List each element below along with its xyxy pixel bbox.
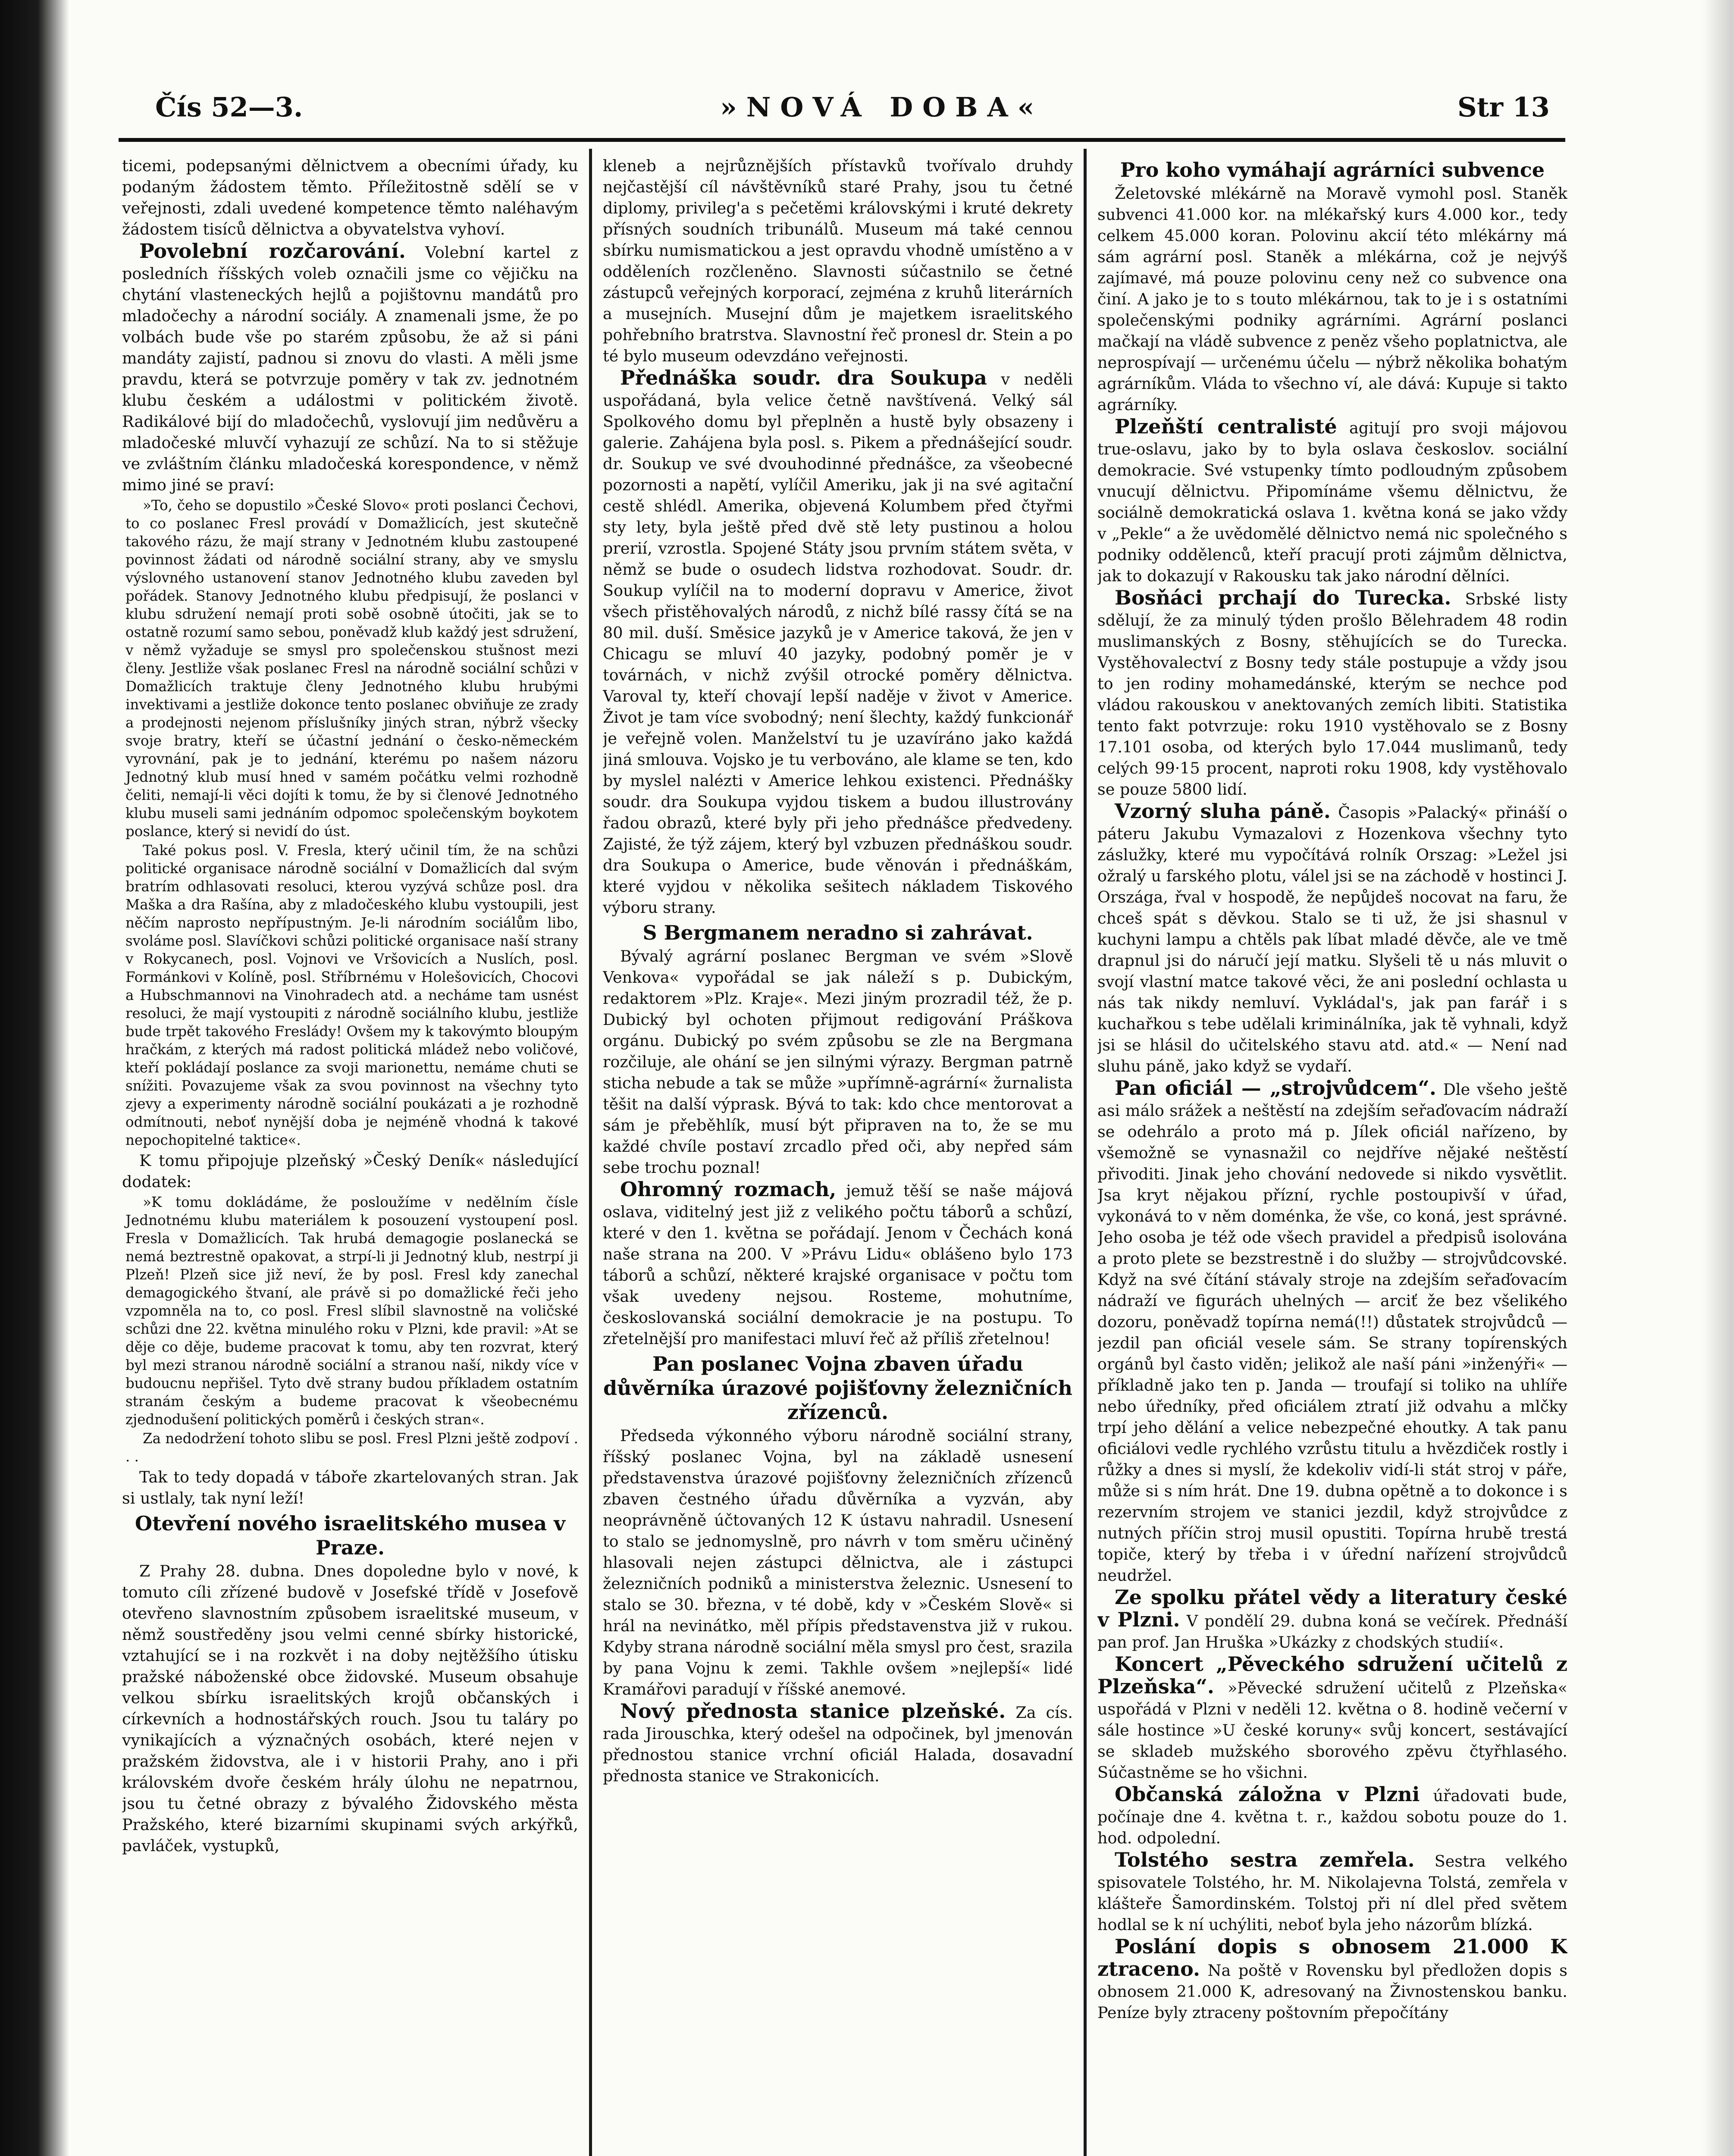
article-body: Sestra velkého spisovatele Tolstého, hr. M. Nikolajevna Tolstá, zemřela v klášteře Šamordinském. Tolstoj při ní dlel před světem hodlal se k ní uchýliti, neboť byla jeho názorům blízká. — [1097, 1852, 1567, 1934]
page-number: Str 13 — [1457, 91, 1550, 123]
article-headline: Pro koho vymáhají agrárníci subvence — [1120, 158, 1545, 182]
article-bosnaci — [1097, 587, 1567, 800]
article-body: Předseda výkonného výboru národně sociální strany, říšský poslanec Vojna, byl na základě usnesení představenstva úrazové pojišťovny železničních zřízenců zbaven čestného úřadu důvěrníka a vyzván, aby neoprávněně účtovaných 12 K ústavu nahradil. Usnesení to stalo se jednomyslně, pro návrh v tom směru učiněný hlasovali nejen zástupci dělnictva, ale i zástupci železničních podniků a ministerstva železnic. Usnesení to stalo se 30. března, v té době, kdy v »Českém Slově« si hrál na nevinátko, měl přípis představenstva již v rukou. Kdyby strana národně sociální měla smysl pro čest, srazila by pana Vojnu k zemi. Takhle ovšem »nejlepší« lidé Kramářovi paradují v říšské anemové. — [603, 1426, 1073, 1698]
article-povolebni — [122, 241, 578, 495]
column-1 — [122, 155, 578, 2156]
article-centraliste — [1097, 416, 1567, 586]
issue-number: Čís 52—3. — [155, 91, 303, 123]
article-body: Dle všeho ještě asi málo srážek a neštěstí na zdejším seřaďovacím nádraží se odehrálo a proto má p. Jílek oficiál nařízeno, by všemožně se vynasnažil co nejdříve nějaké neštěstí přivoditi. Jinak jeho chování nedovede si nikdo vysvětlit. Jsa kryt nějakou přízní, rychle postoupivší v úřad, vykonává to v něm doménka, že vše, co koná, jest správné. Jeho osoba je též ode všech pravidel a předpisů isolována a proto plete se bezstrestně i do služby — strojvůdcovské. Když na své čítání stávaly stroje na zdejším seřaďovacím nádraží ve figurách uhelných — arciť že bez všelikého dozoru, poněvadž topírna nemá(!!) důstatek strojvůdců — jezdil pan oficiál vesele sám. Se strany topírenských orgánů byl často viděn; jelikož ale naší páni »inženýři« — příkladně jako ten p. Janda — troufají si toliko na uhlíře nebo úředníky, před oficiálem ztratí již odvahu a mlčky trpí jeho dělání a velice nebezpečné ehoutky. A tak panu oficiálovi vedle rychlého vzrůstu titulu a hvězdiček rostly i růžky a dnes si myslí, že kdekoliv vidí-li stát stroj v páře, může si s ním hrát. Dne 19. dubna opětně a to dokonce i s rezervním strojem ve stanici jezdil, když strojvůdce z nutných příčin stroj musil opustiti. Topírna hrubě trestá topiče, který by třeba i v úřední nařízení strojvůdců neudržel. — [1097, 1080, 1567, 1585]
article-headline: Poslání dopis s obnosem 21.000 K ztraceno. — [1097, 1935, 1567, 1981]
article-zalozna — [1097, 1784, 1567, 1849]
article-body: v neděli uspořádaná, byla velice četně navštívená. Velký sál Spolkového domu byl přeplněn a hustě byly obsazeny i galerie. Zahájena byla posl. s. Pikem a přednášející soudr. dr. Soukup ve své dvouhodinné přednášce, za všeobecné pozornosti a napětí, vylíčil Ameriku, jak ji na své agitační cestě shlédl. Amerika, objevená Kolumbem před čtyřmi sty lety, byla ještě před dvě stě lety pustinou a holou prerií, vzrostla. Spojené Státy jsou prvním státem světa, v němž se bude o osudech lidstva rozhodovat. Soudr. dr. Soukup vylíčil na to moderní dopravu v Americe, život všech přistěhovalých národů, z nichž bílé rassy čítá se na 80 mil. duší. Směsice jazyků je v Americe taková, že jen v Chicagu se mluví 40 jazyky, podobný poměr je v továrnách, v nichž zvýšil otrocké poměry dělnictva. Varoval ty, kteří chovají lepší naděje v život v Americe. Život je tam více svobodný; není šlechty, každý funkcionář je veřejně volen. Manželství tu je uzavíráno jako každá jiná smlouva. Vojsko je tu verbováno, ale klame se ten, kdo by myslel nalézti v Americe lehkou existenci. Přednášky soudr. dra Soukupa vyjdou tiskem a budou illustrovány řadou obrazů, které byly při jeho přednášce předvedeny. Zajisté, že týž zájem, který byl vzbuzen přednáškou soudr. dra Soukupa o Americe, bude věnován i přednáškám, které vyjdou v několika sešitech nákladem Tiskového výboru strany. — [603, 370, 1073, 917]
article-body: Volební kartel z posledních říšských voleb označili jsme co vějičku na chytání vlasteneckých hejlů a pojištovnu mandátů pro mladočechy a národní sociály. A znamenali jsme, že po volbách bude vše po starém způsobu, že až si páni mandáty zajistí, padnou si znovu do vlasti. A měli jsme pravdu, která se potvrzuje poměry v tak zv. jednotném klubu českém a událostmi v politickém životě. Radikálové bijí do mladočechů, vyslovují jim nedůvěru a mladočeské mluvčí vyhazují ze schůzí. Na to si stěžuje ve zvláštním článku mladočeská korespondence, v němž mimo jiné se praví: — [122, 243, 578, 494]
article-headline: Pan poslanec Vojna zbaven úřadu důvěrníka úrazové pojišťovny železničních zřízenců. — [603, 1352, 1072, 1424]
article-tolstoj — [1097, 1849, 1567, 1935]
column-2 — [603, 155, 1073, 2156]
article-headline: Ohromný rozmach, — [620, 1178, 837, 1201]
column-divider-2 — [1084, 149, 1087, 2156]
scan-edge-left — [0, 0, 69, 2156]
article-oficial — [1097, 1078, 1567, 1586]
article-body: Na poště v Rovensku byl předložen dopis s obnosem 21.000 K, adresovaný na Živnostenskou banku. Peníze byly ztraceny poštovním přepočítány — [1097, 1961, 1567, 2022]
article-headline: Nový přednosta stanice plzeňské. — [620, 1699, 1006, 1723]
article-headline: Plzeňští centralisté — [1115, 415, 1337, 438]
quote-paragraph: Za nedodržení tohoto slibu se posl. Fresl Plzni ještě zodpoví . . . — [125, 1430, 578, 1465]
article-prednosta — [603, 1701, 1073, 1786]
article-headline: S Bergmanem neradno si zahrávat. — [642, 921, 1033, 944]
article-body: Z Prahy 28. dubna. Dnes dopoledne bylo v nové, k tomuto cíli zřízené budově v Josefské třídě v Josefově otevřeno slavnostním způsobem israelitské museum, v němž soustředěny jsou velmi cenné sbírky historické, vztahující se i na rozkvět i na doby nejtěžšího útisku pražské náboženské obce židovské. Museum obsahuje velkou sbírku israelitských krojů občanských i církevních a hodnostářských rouch. Jsou tu taláry po vynikajících a význačných osobách, které nejen v pražském židovstva, ale i v historii Prahy, ano i při královském dvoře českém hrály úlohu ne nepatrnou, jsou tu četné obrazy z bývalého Židovského města Pražského, které bizarními skupinami svých arkýřků, pavláček, vystupků, — [122, 1562, 578, 1855]
article-sluha — [1097, 801, 1567, 1077]
column-divider-1 — [589, 149, 592, 2156]
article-body: Srbské listy sdělují, že za minulý týden prošlo Bělehradem 48 rodin muslimanských z Bosny, stěhujících se do Turecka. Vystěhovalectví z Bosny tedy stále postupuje a vždy jsou to jen rodiny mohamedánské, kterým se nechce pod vládou rakouskou v anektovaných zemích libiti. Statistika tento fakt potvrzuje: roku 1910 vystěhovalo se z Bosny 17.101 osoba, od kterých bylo 17.044 muslimanů, tedy celých 99·15 procent, naproti roku 1908, kdy vystěhovalo se pouze 5800 lidí. — [1097, 590, 1567, 799]
masthead-title: »NOVÁ DOBA« — [720, 91, 1044, 123]
article-headline: Tolstého sestra zemřela. — [1115, 1848, 1415, 1871]
article-headline: Koncert „Pěveckého sdružení učitelů z Plzeňska“. — [1097, 1652, 1567, 1698]
article-headline: Povolební rozčarování. — [139, 239, 406, 263]
article-body: Za cís. rada Jirouschka, který odešel na odpočinek, byl jmenován přednostou stanice vrchní oficiál Halada, dosavadní přednosta stanice ve Strakonicích. — [603, 1703, 1073, 1785]
article-continuation: kleneb a nejrůznějších přístavků tvořívalo druhdy nejčastější cíl návštěvníků staré Prahy, jsou tu četné diplomy, privileg'a s pečetěmi královskými i kruté dekrety přísných soudních tribunálů. Museum má také cennou sbírku numismatickou a jest opravdu vhodně umístěno a v odděleních rozčleněno. Slavnosti súčastnilo se četné zástupců veřejných korporací, zejména z kruhů literárních a musejních. Musejní dům je majetkem israelitského pohřebního bratrstva. Slavnostní řeč pronesl dr. Stein a po té bylo museum odevzdáno veřejnosti. — [603, 157, 1073, 365]
article-prednaska — [603, 367, 1073, 918]
quote-paragraph: »To, čeho se dopustilo »České Slovo« proti poslanci Čechovi, to co poslanec Fresl provádí v Domažlicích, jest skutečně takového rázu, že mají strany v Jednotném klubu zastoupené povinnost žádati od národně sociální strany, aby ve smyslu výslovného ustanovení stanov Jednotného klubu zaveden byl pořádek. Stanovy Jednotného klubu předpisují, že poslanci v klubu sdružení nemají proti sobě osobně útočiti, jak se to ostatně rozumí samo sebou, poněvadž klub každý jest sdružení, v němž vyžaduje se smysl pro společenskou stušnost mezi členy. Jestliže však poslanec Fresl na národně sociální schůzi v Domažlicích traktuje členy Jednotného klubu hrubými invektivami a jestliže dokonce tento poslanec obviňuje ze zrady a prodejnosti nejenom příslušníky jiných stran, nýbrž všecky svoje bratry, kteří se účastní jednání o česko-německém vyrovnání, pak je to jednání, kterému po našem názoru Jednotný klub musí hned v samém počátku velmi rozhodně čeliti, nemají-li věci dojíti k tomu, že by si členové Jednotného klubu museli sami jednáním odpomoc společenským boykotem poslance, který si nevidí do úst. — [125, 497, 578, 840]
article-headline: Přednáška soudr. dra Soukupa — [620, 366, 987, 389]
header-rule — [119, 138, 1565, 142]
article-headline: Ze spolku přátel vědy a literatury české v Plzni. — [1097, 1586, 1567, 1631]
article-continuation: ticemi, podepsanými dělnictvem a obecními úřady, ku podaným žádostem těmto. Příležitostně sdělí se v veřejnosti, zdali uvedené kompetence těmto naléhavým žádostem tisíců dělnictva a obyvatelstva vyhoví. — [122, 157, 578, 238]
article-body: Bývalý agrární poslanec Bergman ve svém »Slově Venkova« vypořádal se jak náleží s p. Dubickým, redaktorem »Plz. Kraje«. Mezi jiným prozradil též, že p. Dubický byl ochoten přijmout redigování Práškova orgánu. Dubický po svém způsobu se zle na Bergmana rozčiluje, ale ohání se jen silnými výrazy. Bergman patrně sticha nebude a tak se může »upřímně-agrární« žurnalista těšit na další výprask. Bývá to tak: kdo chce mentorovat a sám je přeběhlík, musí být připraven na to, že se mu každé chvíle postaví zrcadlo před oči, aby nepřed sám sebe trochu poznal! — [603, 947, 1073, 1177]
article-spolek — [1097, 1587, 1567, 1653]
article-headline: Občanská záložna v Plzni — [1115, 1783, 1420, 1806]
article-body: jemuž těší se naše májová oslava, viditelný jest již z velikého počtu táborů a schůzí, které v den 1. května se pořádají. Jenom v Čechách koná naše strana na 200. V »Právu Lidu« oblášeno bylo 173 táborů a schůzí, některé krajské organisace v počtu tom však uvedeny nejsou. Rosteme, mohutníme, českoslovanská sociální demokracie je na postupu. To zřetelnější pro manifestaci mluví řeč až příliš zřetelnou! — [603, 1181, 1073, 1348]
article-body: »Pěvecké sdružení učitelů z Plzeňska« uspořádá v Plzni v neděli 12. května o 8. hodině večerní v sále hostince »U české koruny« svůj koncert, sestávající se skladeb mužského sborového zpěvu čtyřhlasého. Súčastněme se ho všichni. — [1097, 1679, 1567, 1782]
article-rozmach — [603, 1179, 1073, 1349]
article-dopis — [1097, 1936, 1567, 2023]
article-body: úřadovati bude, počínaje dne 4. května t. r., každou sobotu pouze do 1. hod. odpolední. — [1097, 1786, 1567, 1847]
quote-paragraph: Také pokus posl. V. Fresla, který učinil tím, že na schůzi politické organisace národně sociální v Domažlicích dal svým bratrím odhlasovati resoluci, kterou vyzývá schůze posl. dra Maška a dra Rašína, aby z mladočeského klubu vystoupili, jest něčím naprosto nepřípustným. Je-li národním sociálům libo, svoláme posl. Slavíčkovi schůzi politické organisace naší strany v Rokycanech, posl. Vojnovi ve Vršovicích a Nuslích, posl. Formánkovi v Kolíně, posl. Stříbrnému v Holešovicích, Chocovi a Hubschmannovi na Vinohradech atd. a necháme tam usnést resoluci, že mají vystoupiti z národně sociálního klubu, jestliže bude trpět takového Freslády! Ovšem my k takovýmto bloupým hračkám, z kterých má radost politická mládež nebo voličové, kteří pokládají poslance za svoji marionettu, nemáme chuti se snížiti. Povazujeme však za svou povinnost na všechny tyto zjevy a experimenty národně sociální poukázati a je rozhodně odmítnouti, neboť nynější doba je nejméně vhodná k takové nepochopitelné taktice«. — [125, 842, 578, 1148]
article-headline: Vzorný sluha páně. — [1115, 799, 1331, 823]
article-headline: Otevření nového israelitského musea v Praze. — [135, 1512, 565, 1559]
running-header — [116, 91, 1574, 130]
article-body: Časopis »Palacký« přináší o páteru Jakubu Vymazalovi z Hozenkova všechny tyto záslužky, které mu vypočítává rolník Orszag: »Ležel jsi ožralý u farského plotu, válel jsi se na záchodě v hostinci J. Országa, řval v hospodě, že nepůjdeš nocovat na faru, že chceš spát s děvkou. Stalo se ti už, že jsi shasnul v kuchyni lampu a chtěls pak líbat mladé děvče, ale ve tmě drapnul jsi do náručí její matku. Slyšeli tě u nás mluvit o svojí vlastní matce takové věci, že ani poslední ochlasta u nás tak nikdy nemluví. Vykládal's, jak pan farář i s kuchařkou s tebe udělali kriminálníka, jak tě vyhnali, když jsi se hlásil do učitelského stavu atd. atd.« — Není nad sluhu páně, jako když se vydaří. — [1097, 803, 1567, 1075]
article-koncert — [1097, 1654, 1567, 1783]
article-body: Želetovské mlékárně na Moravě vymohl posl. Staněk subvenci 41.000 kor. na mlékařský kurs 4.000 kor., tedy celkem 45.000 koran. Polovinu akcií této mlékárny má sám agrární posl. Staněk a mlékárna, což je nejvýš zajímavé, má pouze polovinu ceny než co subvence ona činí. A jako je to s touto mlékárnou, tak to je i s ostatními společenskými podniky agrárními. Agrární poslanci mačkají na vládě subvence z peněz všeho poplatnictva, ale neprospívají — určenému účelu — nýbrž několika bohatým agrárníkům. Vláda to všechno ví, ale dává: Kupuje si takto agrárníky. — [1097, 184, 1567, 414]
article-body: V pondělí 29. dubna koná se večírek. Přednáší pan prof. Jan Hruška »Ukázky z chodských studií«. — [1097, 1612, 1567, 1651]
article-headline: Pan oficiál — „strojvůdcem“. — [1115, 1076, 1436, 1100]
quote-paragraph: »K tomu dokládáme, že posloužíme v nedělním čísle Jednotnému klubu materiálem k posouzení vystoupení posl. Fresla v Domažlicích. Tak hrubá demagogie poslanecká se nemá beztrestně opakovat, a strpí-li ji Jednotný klub, nestrpí ji Plzeň! Plzeň sice již neví, že by posl. Fresl kdy zanechal demagogického štvaní, ale právě si po domažlické řeči jeho vzpomněla na to, co posl. Fresl slíbil slavnostně na voličské schůzi dne 22. května minulého roku v Plzni, kde pravil: »At se děje co děje, budeme pracovat k tomu, aby ten rozvrat, který byl mezi stranou národně sociální a stranou naší, nikdy více v budoucnu nepřišel. Tyto dvě strany budou příkladem ostatním stranám českým a budeme pracovat k všeobecnému zjednodušení politických poměrů i českých stran«. — [125, 1194, 578, 1428]
column-3 — [1097, 155, 1567, 2156]
article-headline: Bosňáci prchají do Turecka. — [1115, 586, 1451, 609]
article-paragraph: K tomu připojuje plzeňský »Český Deník« následující dodatek: — [122, 1151, 578, 1191]
article-body: agitují pro svoji májovou true-oslavu, jako by to byla oslava českoslov. sociální demokracie. Své vstupenky tímto podloudným způsobem vnucují dělnictvu. Připomínáme všemu dělnictvu, že sociálně demokratická oslava 1. května koná se jako vždy v „Pekle“ a že uvědomělé dělnictvo nemá nic společného s podniky oddělenců, kteří pracují proti zájmům dělnictva, jak to dokazují v Rakousku tak jako národní dělníci. — [1097, 419, 1567, 585]
scan-edge-right — [1703, 0, 1733, 2156]
article-paragraph: Tak to tedy dopadá v táboře zkartelovaných stran. Jak si ustlaly, tak nyní leží! — [122, 1468, 578, 1507]
